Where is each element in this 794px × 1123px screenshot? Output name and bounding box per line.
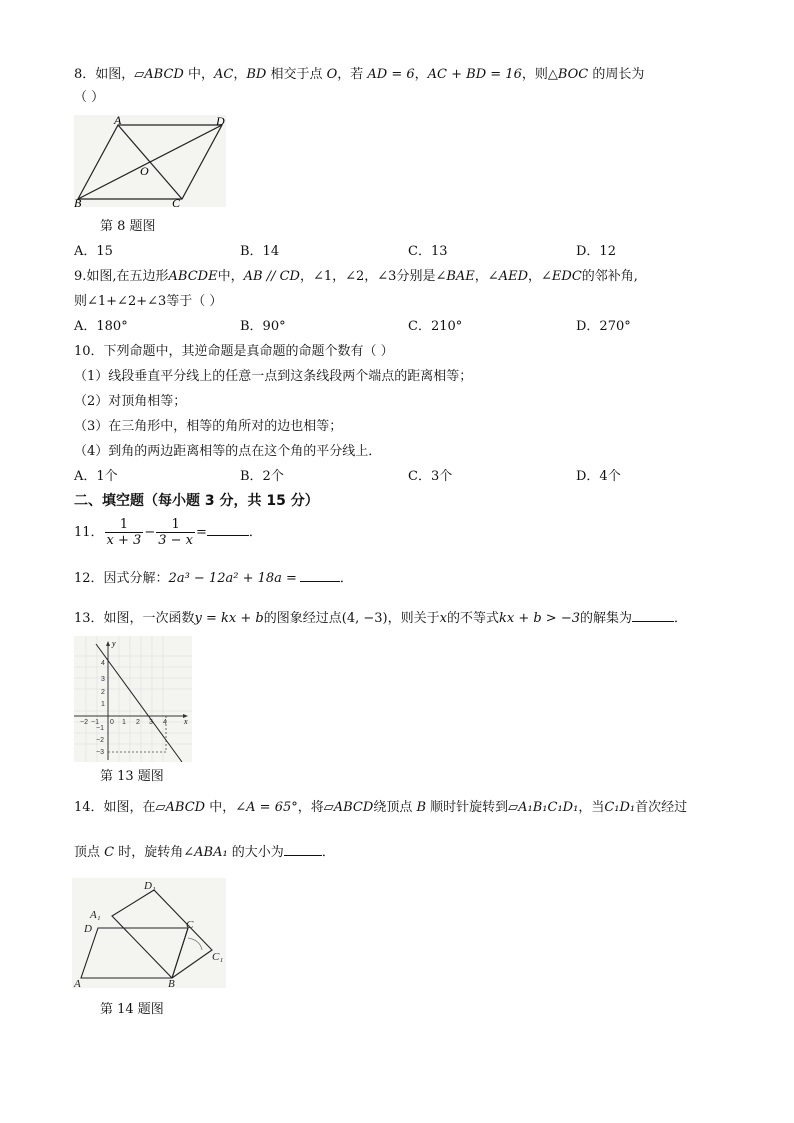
parallelogram-symbol-icon: ▱ — [323, 800, 334, 815]
q14-end: ． — [321, 845, 335, 860]
x-tick-1: 1 — [122, 719, 126, 726]
q14-expr: ∠ABA₁ — [183, 845, 228, 860]
q9-expr: AB // CD — [243, 269, 300, 284]
q14-text: ，将 — [297, 800, 324, 815]
q14-expr: ABCD — [333, 800, 374, 815]
q11-line — [74, 516, 262, 552]
q8-caption: 第 8 题图 — [100, 219, 156, 234]
q10-option-b[interactable]: B．2个 — [240, 469, 284, 484]
label-c1: C₁ — [212, 951, 224, 963]
label-a: A — [114, 115, 122, 127]
y-tick-2: 2 — [101, 689, 105, 696]
q8-expr: AD = 6 — [367, 67, 415, 82]
q8-expr: AC + BD = 16 — [427, 67, 522, 82]
q10-stem: 10．下列命题中，其逆命题是真命题的命题个数有（ ） — [74, 344, 394, 359]
q8-text: 中， — [183, 67, 214, 82]
q14-line2 — [74, 843, 335, 862]
x-tick-2: 2 — [136, 719, 140, 726]
q14-expr: ABCD — [165, 800, 206, 815]
diagonal-bd — [78, 125, 222, 199]
x-axis-label: x — [184, 717, 188, 726]
q9-text: 9.如图,在五边形 — [74, 269, 169, 284]
q8-option-c[interactable]: C．13 — [408, 244, 448, 259]
label-o: O — [140, 164, 149, 178]
q8-expr: BD — [246, 67, 267, 82]
q14-caption: 第 14 题图 — [100, 1002, 164, 1017]
q9-option-c[interactable]: C．210° — [408, 319, 463, 334]
q8-expr: ABCD — [144, 67, 184, 82]
q13-end: ． — [674, 611, 688, 626]
q8-option-d[interactable]: D．12 — [576, 244, 616, 259]
parallelogram-symbol-icon: ▱ — [508, 800, 519, 815]
q13-line — [74, 609, 687, 628]
label-a: A — [74, 978, 81, 988]
q13-expr: y = kx + b — [194, 611, 264, 626]
q14-expr: A₁B₁C₁D₁ — [518, 800, 579, 815]
section-heading: 二、填空题（每小题 3 分，共 15 分） — [74, 493, 319, 509]
label-c: C — [172, 196, 181, 207]
q9-text: 的邻补角, — [581, 269, 638, 284]
q14-expr: C — [104, 845, 115, 860]
q10-item-2: （2）对顶角相等； — [74, 394, 187, 409]
y-tick-4: 4 — [101, 660, 105, 667]
q14-text: 顶点 — [74, 845, 105, 860]
q9-stem-line2: 则∠1+∠2+∠3等于（ ） — [74, 294, 223, 309]
label-d: D — [216, 115, 225, 128]
q13-line-graph — [74, 636, 192, 762]
label-d1: D₁ — [144, 880, 156, 892]
q13-expr: (4, −3) — [341, 611, 388, 626]
rotation-arc — [188, 938, 202, 950]
q14-text: ，当 — [578, 800, 605, 815]
q14-expr: ∠A = 65° — [235, 800, 298, 815]
q8-figure — [74, 115, 226, 207]
q14-text: 时，旋转角 — [114, 845, 184, 860]
label-b: B — [168, 978, 175, 988]
q13-text: ，则关于 — [387, 611, 440, 626]
q11-expr: 3 − x — [158, 533, 193, 548]
q11-expr: x + 3 — [106, 533, 142, 548]
y-axis-label: y — [112, 639, 116, 648]
x-tick-neg2: −2 — [80, 719, 88, 726]
q10-item-3: （3）在三角形中，相等的角所对的边也相等； — [74, 419, 343, 434]
x-tick-3: 3 — [149, 719, 153, 726]
q10-option-a[interactable]: A．1个 — [74, 469, 118, 484]
q8-option-a[interactable]: A．15 — [74, 244, 113, 259]
q9-text: 中， — [217, 269, 244, 284]
y-tick-neg2: −2 — [96, 737, 104, 744]
label-d: D — [84, 923, 92, 935]
q11-fraction-2-numerator: 1 — [156, 517, 195, 533]
q10-options — [0, 468, 794, 486]
q9-options — [0, 318, 794, 336]
q8-text: ， — [414, 67, 428, 82]
q14-text: 的大小为 — [227, 845, 284, 860]
q11-fraction-1 — [105, 517, 144, 548]
q13-text: 13．如图，一次函数 — [74, 611, 195, 626]
q13-expr: x — [439, 611, 447, 626]
side-bc — [172, 928, 188, 978]
y-tick-neg3: −3 — [96, 749, 104, 756]
label-a1: A₁ — [90, 909, 101, 921]
parallelogram-a1b1c1d1 — [112, 890, 212, 978]
q9-text: ，∠1，∠2，∠3分别是 — [299, 269, 436, 284]
grid-lines — [74, 636, 192, 762]
q12-line — [74, 569, 353, 588]
q8-expr: AC — [213, 67, 234, 82]
y-tick-1: 1 — [101, 701, 105, 708]
q14-text: 顺时针旋转到 — [426, 800, 509, 815]
parallelogram-abcd — [81, 928, 188, 978]
q13-figure — [74, 636, 192, 762]
q10-option-d[interactable]: D．4个 — [576, 469, 621, 484]
q14-figure — [72, 878, 226, 988]
q11-fraction-1-denominator — [105, 533, 144, 548]
q12-text: 12．因式分解： — [74, 571, 169, 586]
q8-option-b[interactable]: B．14 — [240, 244, 280, 259]
q8-expr: △BOC — [547, 67, 589, 82]
q9-expr: ∠BAE — [435, 269, 475, 284]
q11-fraction-2-denominator — [156, 533, 195, 548]
x-tick-neg1: −1 — [91, 719, 99, 726]
q9-expr: ∠EDC — [541, 269, 582, 284]
q8-stem-line1 — [74, 66, 644, 84]
q13-expr: kx + b > −3 — [498, 611, 580, 626]
q8-text: ，则 — [521, 67, 548, 82]
q11-minus: − — [144, 525, 156, 540]
q14-answer-blank[interactable] — [284, 843, 322, 856]
q14-text: 首次经过 — [635, 800, 688, 815]
q9-option-d[interactable]: D．270° — [576, 319, 631, 334]
q9-text: ， — [474, 269, 488, 284]
q8-text: 相交于点 — [266, 67, 327, 82]
q8-parallelogram-diagram — [74, 115, 226, 207]
q8-stem-line2: （ ） — [74, 90, 105, 105]
q14-text: 14．如图，在 — [74, 800, 156, 815]
q9-option-b[interactable]: B．90° — [240, 319, 286, 334]
y-axis-arrow-icon — [106, 641, 110, 646]
y-tick-neg1: −1 — [96, 725, 104, 732]
q8-text: 8．如图， — [74, 67, 135, 82]
q13-answer-blank[interactable] — [632, 609, 674, 622]
q11-fraction-1-numerator: 1 — [105, 517, 144, 533]
label-b: B — [74, 196, 82, 207]
q11-fraction-2 — [156, 517, 195, 548]
label-c: C — [186, 919, 194, 931]
q9-expr: ∠AED — [487, 269, 528, 284]
q13-text: 的图象经过点 — [263, 611, 342, 626]
q10-item-4: （4）到角的两边距离相等的点在这个角的平分线上． — [74, 444, 382, 459]
q8-text: 的周长为 — [588, 67, 645, 82]
q9-expr: ABCDE — [168, 269, 218, 284]
x-tick-4: 4 — [163, 719, 167, 726]
q8-expr: O — [326, 67, 338, 82]
q11-equals: = — [195, 525, 207, 540]
q11-end: ． — [248, 525, 262, 540]
q14-rotation-diagram — [72, 878, 226, 988]
q14-line1 — [74, 799, 687, 817]
q12-end: ． — [339, 571, 353, 586]
q8-options — [0, 243, 794, 261]
q9-text: ， — [528, 269, 542, 284]
q12-expr: 2a³ − 12a² + 18a = — [168, 571, 297, 586]
y-tick-3: 3 — [101, 676, 105, 683]
q14-expr: C₁D₁ — [604, 800, 636, 815]
q14-text: 中， — [205, 800, 236, 815]
q11-answer-blank[interactable] — [207, 523, 249, 536]
q11-number: 11． — [74, 525, 104, 540]
q8-text: ， — [233, 67, 247, 82]
q9-option-a[interactable]: A．180° — [74, 319, 128, 334]
parallelogram-symbol-icon: ▱ — [155, 800, 166, 815]
q13-caption: 第 13 题图 — [100, 769, 164, 784]
q13-text: 的解集为 — [580, 611, 633, 626]
q12-answer-blank[interactable] — [300, 569, 340, 582]
q9-stem-line1 — [74, 268, 638, 286]
q8-text: ，若 — [337, 67, 368, 82]
parallelogram-symbol-icon: ▱ — [134, 67, 145, 82]
q10-option-c[interactable]: C．3个 — [408, 469, 453, 484]
q10-item-1: （1）线段垂直平分线上的任意一点到这条线段两个端点的距离相等； — [74, 369, 473, 384]
q14-text: 绕顶点 — [373, 800, 417, 815]
q14-expr: B — [416, 800, 427, 815]
x-tick-0: 0 — [110, 719, 114, 726]
q13-text: 的不等式 — [446, 611, 499, 626]
